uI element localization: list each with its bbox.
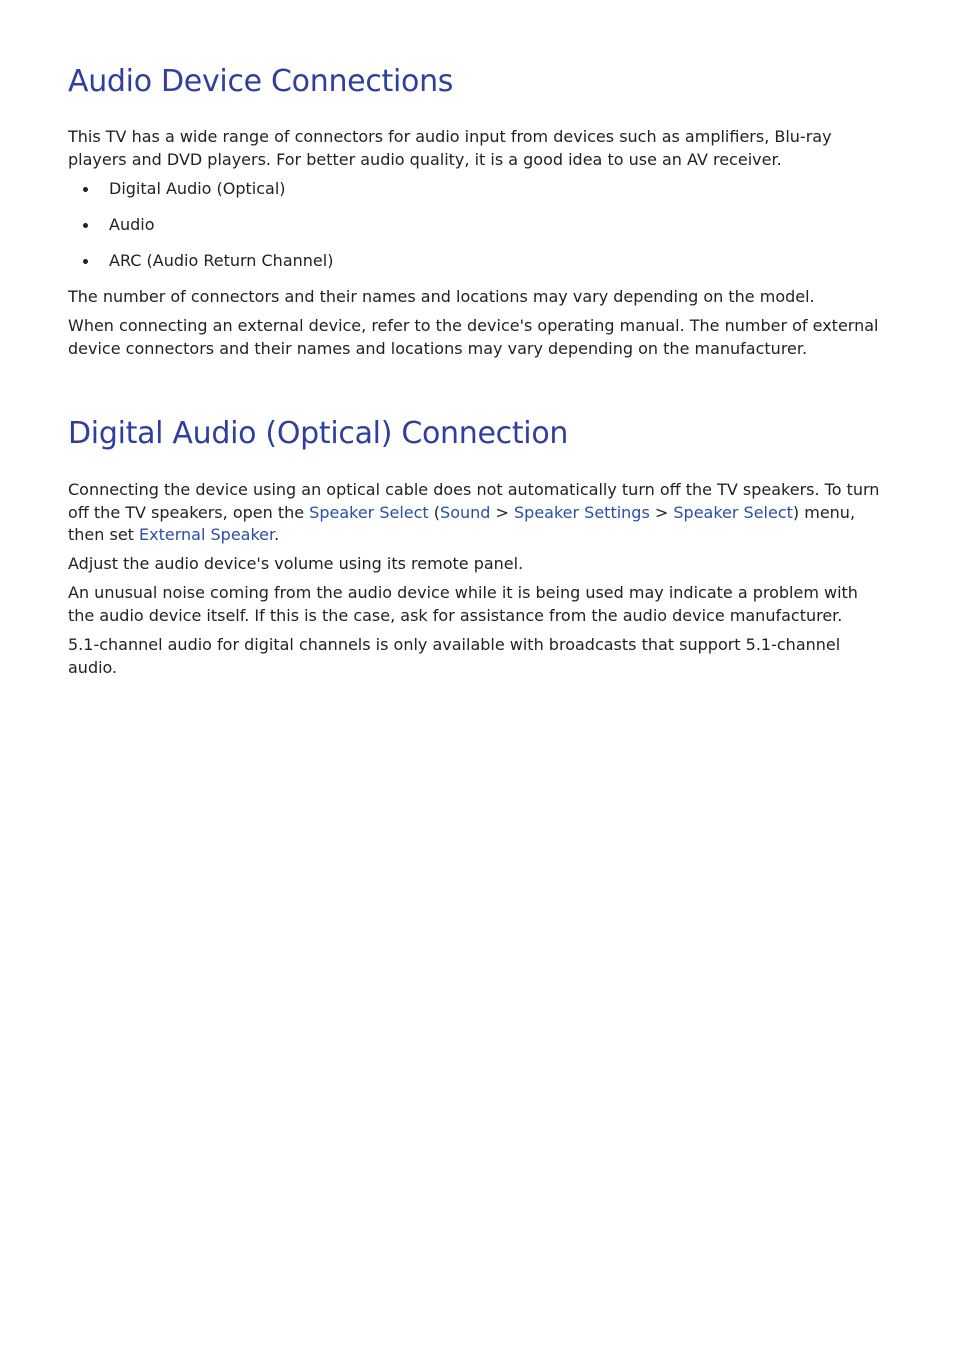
menu-path-separator: >	[490, 502, 514, 522]
menu-link-sound[interactable]: Sound	[440, 502, 491, 522]
noise-paragraph: An unusual noise coming from the audio device while it is being used may indicate a problem with the audio device itself. If this is the case, ask for assistance from the audio device manufacturer.	[68, 583, 858, 625]
intro-paragraph: This TV has a wide range of connectors for audio input from devices such as amplifiers, Blu-ray players and DVD players. For better audio quality, it is a good idea to use an AV receiver.	[68, 127, 832, 169]
section-title-audio-device-connections: Audio Device Connections	[68, 64, 454, 99]
list-item: Audio	[68, 214, 888, 250]
menu-path-separator: >	[649, 502, 674, 522]
section-title-digital-audio-optical-connection: Digital Audio (Optical) Connection	[68, 416, 569, 451]
optical-cable-paragraph	[68, 479, 888, 547]
menu-link-speaker-select[interactable]: Speaker Select	[673, 502, 793, 522]
menu-link-speaker-select[interactable]: Speaker Select	[309, 502, 429, 522]
menu-link-speaker-settings[interactable]: Speaker Settings	[514, 502, 650, 522]
list-item: Digital Audio (Optical)	[68, 178, 888, 214]
text: ) menu, then set	[68, 502, 856, 544]
option-external-speaker[interactable]: External Speaker	[139, 525, 275, 544]
volume-paragraph: Adjust the audio device's volume using its remote panel.	[68, 554, 524, 573]
channel-audio-paragraph: 5.1-channel audio for digital channels is only available with broadcasts that support 5.1-channel audio.	[68, 635, 841, 677]
connector-list	[68, 178, 888, 286]
note-paragraph: When connecting an external device, refer to the device's operating manual. The number of external device connectors and their names and locations may vary depending on the manufacturer.	[68, 316, 879, 358]
list-item: ARC (Audio Return Channel)	[68, 250, 888, 286]
text: Connecting the device using an optical cable does not automatically turn off the TV speakers. To turn off the TV speakers, open the	[68, 480, 880, 522]
text: (	[428, 502, 441, 522]
text: .	[274, 525, 280, 544]
note-paragraph: The number of connectors and their names and locations may vary depending on the model.	[68, 287, 815, 306]
